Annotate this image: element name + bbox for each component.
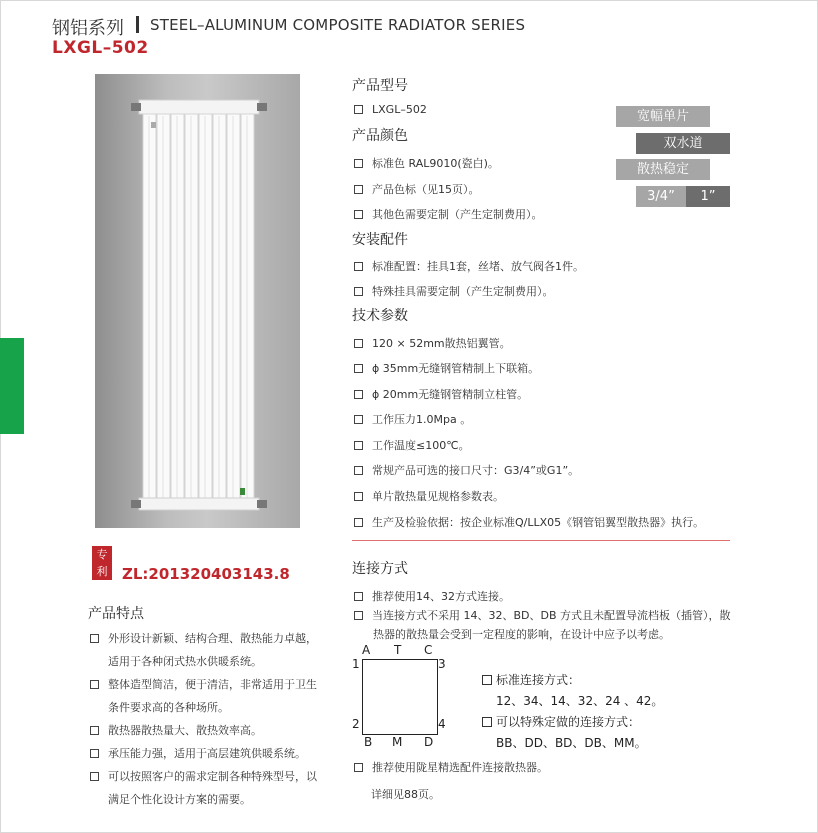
checkbox-icon [354,611,363,620]
tech-section-title: 技术参数 [352,308,408,324]
label-2: 2 [352,717,360,731]
radiator-illustration [95,74,300,528]
feature-item: 整体造型简洁，便于清洁，非常适用于卫生 [90,673,340,696]
features-list [90,627,340,811]
patent-badge: 专 利 [92,546,112,580]
custom-connection-title: 可以特殊定做的连接方式： [482,713,640,730]
standard-connection-values: 12、34、14、32、24 、42。 [496,694,664,708]
checkbox-icon [354,441,363,450]
model-value: LXGL–502 [354,103,427,116]
checkbox-icon [354,763,363,772]
tech-item: ϕ 35mm无缝钢管精制上下联箱。 [354,360,539,376]
series-title-en: STEEL–ALUMINUM COMPOSITE RADIATOR SERIES [150,16,526,34]
model-section-title: 产品型号 [352,78,408,94]
checkbox-icon [354,287,363,296]
tech-item: ϕ 20mm无缝钢管精制立柱管。 [354,386,528,402]
label-3: 3 [438,657,446,671]
tag-stable-heat: 散热稳定 [616,159,710,180]
label-t: T [394,643,402,657]
custom-connection-values: BB、DD、BD、DB、MM。 [496,736,647,750]
checkbox-icon [90,726,99,735]
checkbox-icon [354,364,363,373]
feature-item-cont: 条件要求高的各种场所。 [108,701,229,714]
fitting-item: 特殊挂具需要定制（产生定制费用）。 [354,283,554,299]
fitting-item: 标准配置：挂具1套，丝堵、放气阀各1件。 [354,258,584,274]
label-a: A [362,643,371,657]
connection-item: 推荐使用14、32方式连接。 [354,588,510,604]
label-m: M [392,735,403,749]
color-item: 产品色标（见15页）。 [354,181,480,197]
tech-item: 常规产品可选的接口尺寸：G3/4”或G1”。 [354,462,579,478]
color-item: 其他色需要定制（产生定制费用）。 [354,206,543,222]
fitting-section-title: 安装配件 [352,232,408,248]
checkbox-icon [482,717,492,727]
checkbox-icon [354,466,363,475]
product-photo [95,74,300,528]
feature-item: 可以按照客户的需求定制各种特殊型号，以 [90,765,340,788]
green-side-tab [0,338,24,434]
tag-dual-waterway: 双水道 [636,133,730,154]
tech-item: 工作温度≤100℃。 [354,437,470,453]
feature-item: 外形设计新颖、结构合理、散热能力卓越， [90,627,340,650]
label-1: 1 [352,657,360,671]
patent-number: ZL:201320403143.8 [122,565,290,583]
series-title-cn: 钢铝系列 [52,18,124,39]
tag-size-3-4: 3/4” [636,186,686,207]
tech-item: 120 × 52mm散热铝翼管。 [354,335,511,351]
checkbox-icon [354,105,363,114]
checkbox-icon [354,185,363,194]
tag-size-1: 1” [686,186,730,207]
color-section-title: 产品颜色 [352,128,408,144]
connection-item: 当连接方式不采用 14、32、BD、DB 方式且未配置导流档板（插管），散 [354,607,731,623]
color-item: 标准色 RAL9010(瓷白)。 [354,155,499,171]
section-divider [352,540,730,541]
checkbox-icon [354,339,363,348]
checkbox-icon [90,634,99,643]
label-c: C [424,643,433,657]
feature-item-cont: 适用于各种闭式热水供暖系统。 [108,655,262,668]
checkbox-icon [354,492,363,501]
connection-item: 推荐使用陇星精选配件连接散热器。 [354,759,548,775]
features-title: 产品特点 [88,606,144,622]
connection-diagram [352,643,452,753]
checkbox-icon [354,592,363,601]
checkbox-icon [354,210,363,219]
checkbox-icon [354,262,363,271]
feature-item: 承压能力强，适用于高层建筑供暖系统。 [90,742,340,765]
label-d: D [424,735,434,749]
checkbox-icon [90,749,99,758]
label-4: 4 [438,717,446,731]
tech-item: 工作压力1.0Mpa 。 [354,411,471,427]
title-separator [136,16,139,33]
standard-connection-title: 标准连接方式： [482,671,580,688]
tech-item: 生产及检验依据：按企业标准Q/LLX05《钢管铝翼型散热器》执行。 [354,514,704,530]
tech-item: 单片散热量见规格参数表。 [354,488,504,504]
diagram-square [362,659,438,735]
checkbox-icon [482,675,492,685]
tag-wide-single: 宽幅单片 [616,106,710,127]
connection-page-ref: 详细见88页。 [371,788,440,801]
feature-item: 散热器散热量大、散热效率高。 [90,719,340,742]
connection-title: 连接方式 [352,561,408,577]
checkbox-icon [354,415,363,424]
connection-item-cont: 热器的散热量会受到一定程度的影响，在设计中应予以考虑。 [373,628,670,641]
model-code: LXGL–502 [52,38,149,58]
checkbox-icon [354,518,363,527]
checkbox-icon [354,390,363,399]
checkbox-icon [90,772,99,781]
checkbox-icon [354,159,363,168]
label-b: B [364,735,373,749]
checkbox-icon [90,680,99,689]
feature-item-cont: 满足个性化设计方案的需要。 [108,793,251,806]
